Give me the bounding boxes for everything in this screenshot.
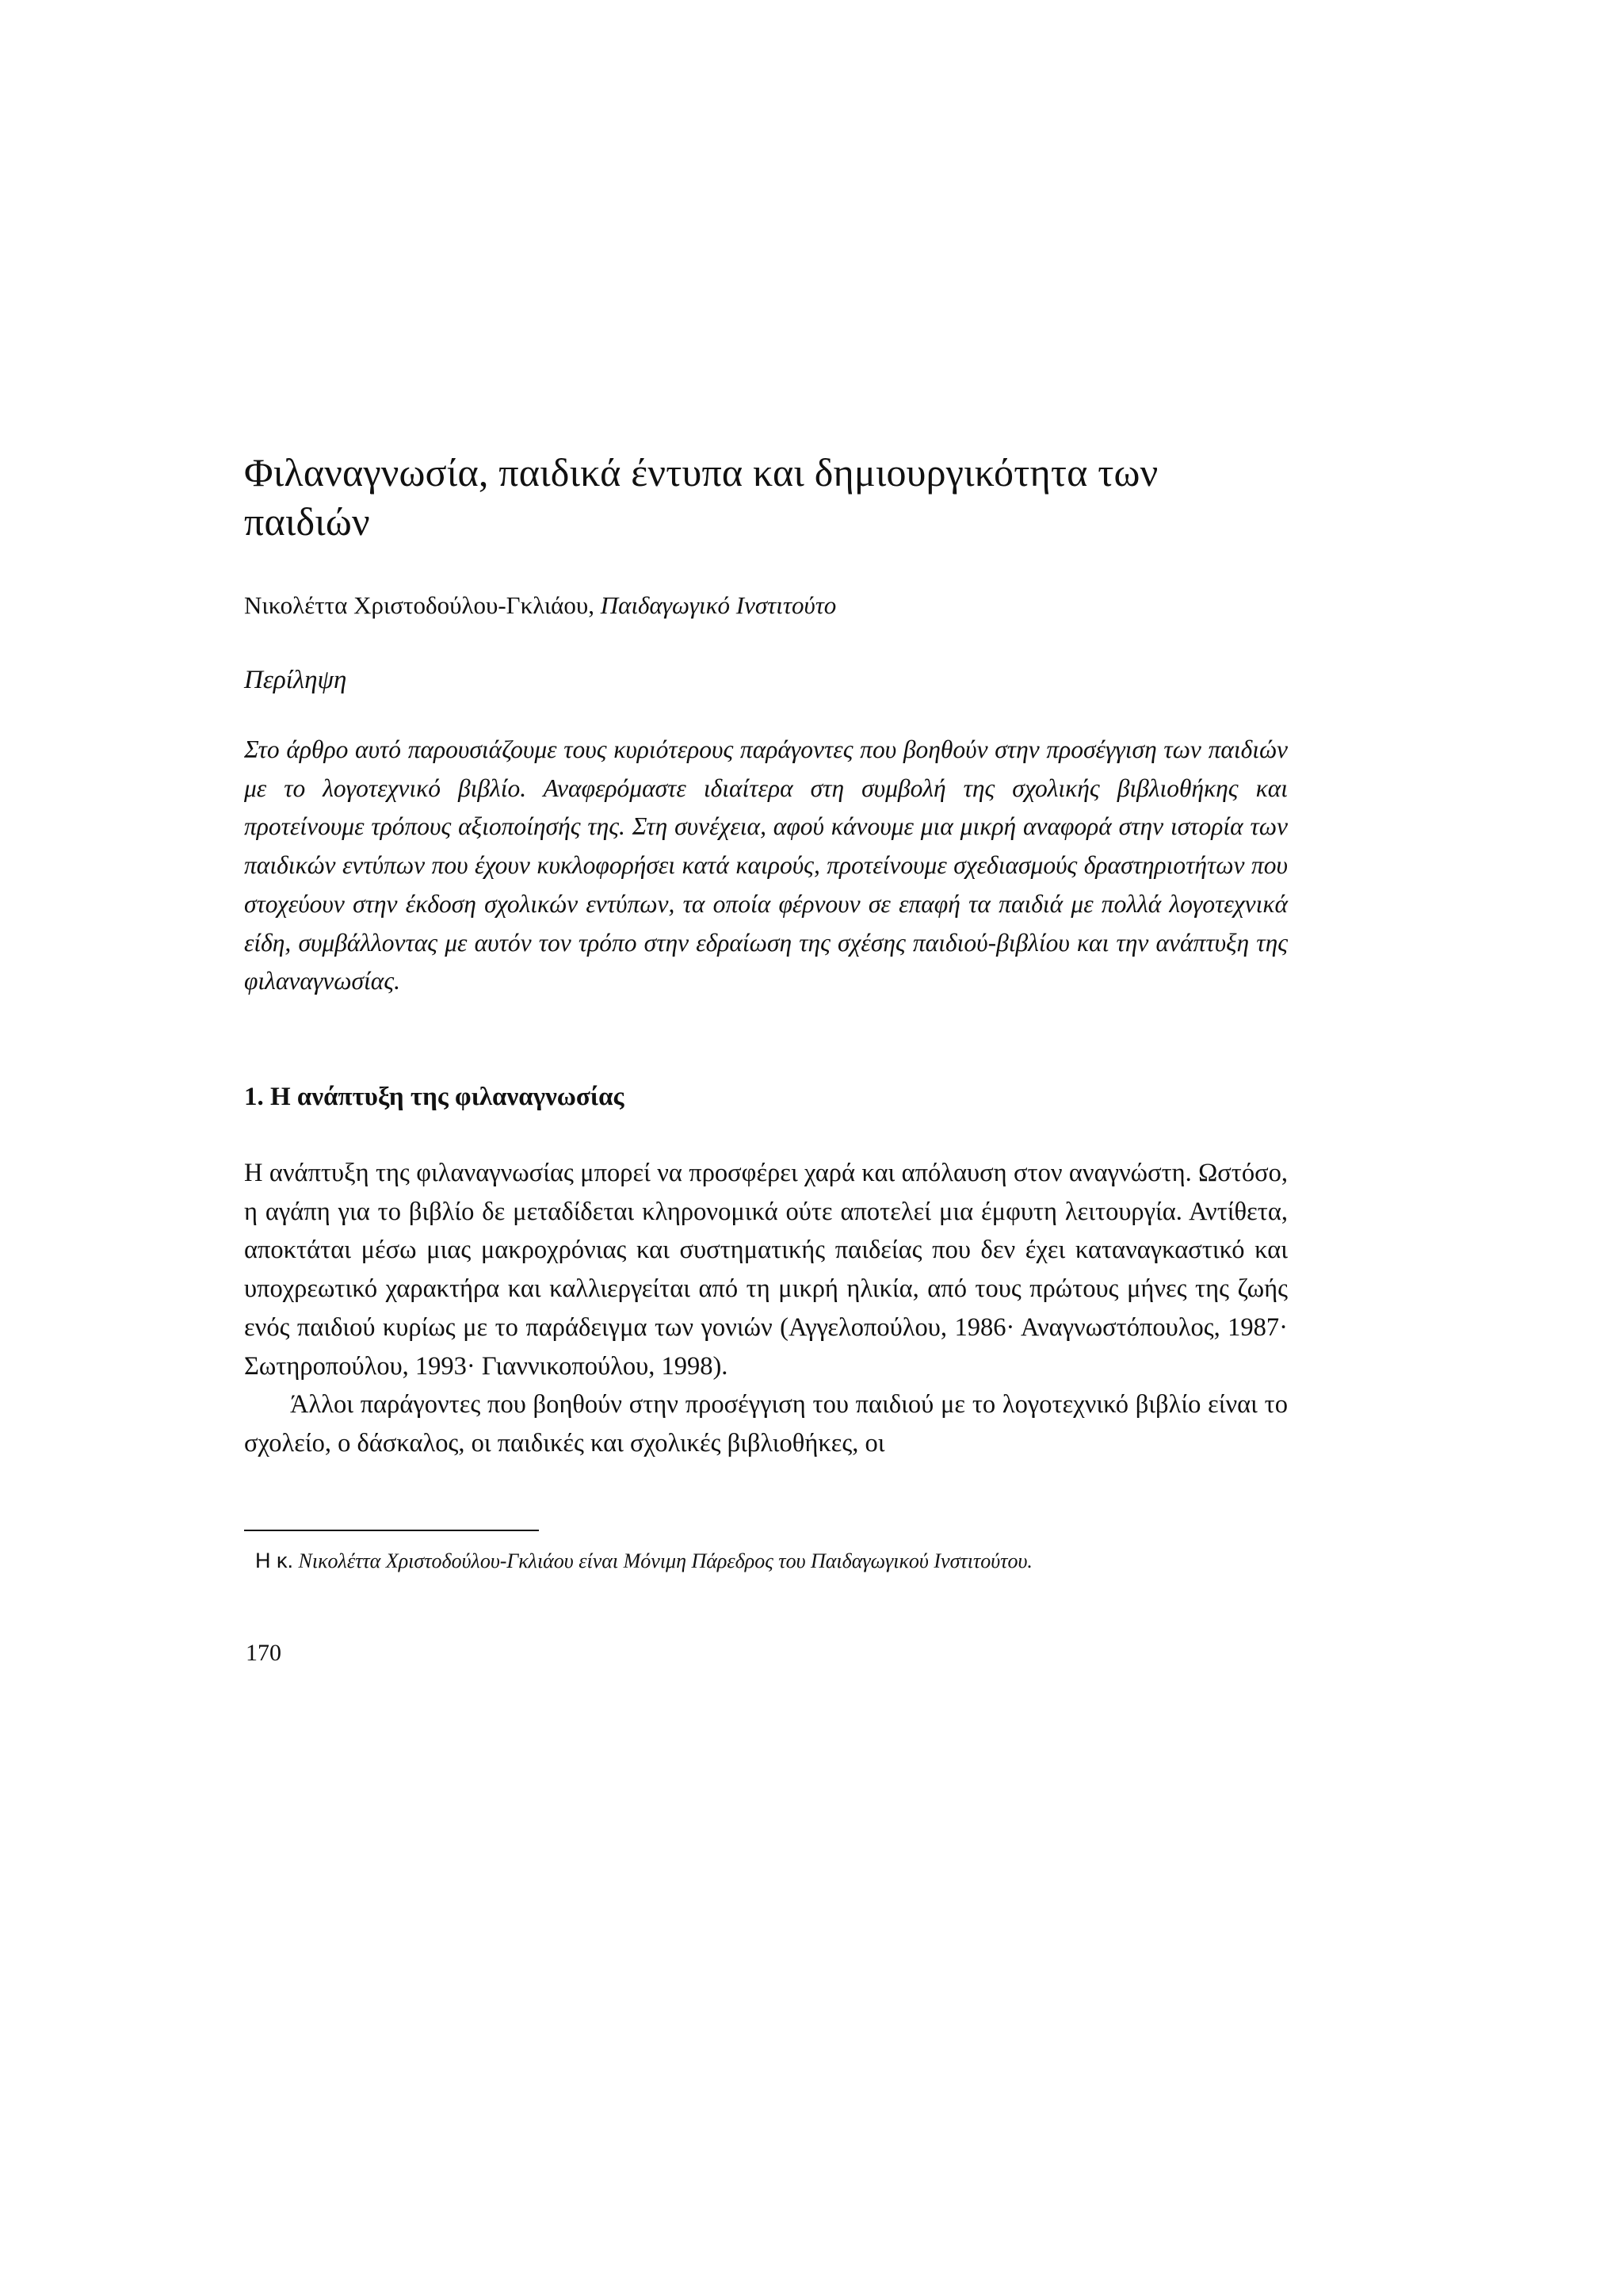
abstract-heading: Περίληψη [244,666,347,694]
author-name: Νικολέττα Χριστοδούλου-Γκλιάου, [244,591,601,619]
author-line [244,590,836,621]
page-number: 170 [246,1640,281,1666]
section-body [244,1154,1288,1463]
footnote-divider [244,1530,539,1531]
abstract-text: Στο άρθρο αυτό παρουσιάζουμε τους κυριότερους παράγοντες που βοηθούν στην προσέγγιση των παιδιών με το λογοτεχνικό βιβλίο. Αναφερόμαστε ιδιαίτερα στη συμβολή της σχολικής βιβλιοθήκης και προτείνουμε τρόπους αξιοποίησής της. Στη συνέχεια, αφού κάνουμε μια μικρή αναφορά στην ιστορία των παιδικών εντύπων που έχουν κυκλοφορήσει κατά καιρούς, προτείνουμε σχεδιασμούς δραστηριοτήτων που στοχεύουν στην έκδοση σχολικών εντύπων, τα οποία φέρνουν σε επαφή τα παιδιά με πολλά λογοτεχνικά είδη, συμβάλλοντας με αυτόν τον τρόπο στην εδραίωση της σχέσης παιδιού-βιβλίου και την ανάπτυξη της φιλαναγνωσίας. [244,735,1288,995]
section-heading: 1. Η ανάπτυξη της φιλαναγνωσίας [244,1083,624,1111]
article-title: Φιλαναγνωσία, παιδικά έντυπα και δημιουργικότητα των παιδιών [244,450,1159,544]
footnote-marker: Η κ. [255,1549,294,1572]
footnote-text: Νικολέττα Χριστοδούλου-Γκλιάου είναι Μόνιμη Πάρεδρος του Παιδαγωγικού Ινστιτούτου. [293,1549,1033,1572]
author-affiliation: Παιδαγωγικό Ινστιτούτο [600,591,837,619]
body-paragraph: Η ανάπτυξη της φιλαναγνωσίας μπορεί να προσφέρει χαρά και απόλαυση στον αναγνώστη. Ωστόσο, η αγάπη για το βιβλίο δε μεταδίδεται κληρονομικά ούτε αποτελεί μια έμφυτη λειτουργία. Αντίθετα, αποκτάται μέσω μιας μακροχρόνιας και συστηματικής παιδείας που δεν έχει καταναγκαστικό και υποχρεωτικό χαρακτήρα και καλλιεργείται από τη μικρή ηλικία, από τους πρώτους μήνες της ζωής ενός παιδιού κυρίως με το παράδειγμα των γονιών (Αγγελοπούλου, 1986· Αναγνωστόπουλος, 1987· Σωτηροπούλου, 1993· Γιαννικοπούλου, 1998). [244,1159,1288,1381]
footnote [255,1547,1033,1575]
body-paragraph: Άλλοι παράγοντες που βοηθούν στην προσέγγιση του παιδιού με το λογοτεχνικό βιβλίο είναι το σχολείο, ο δάσκαλος, οι παιδικές και σχολικές βιβλιοθήκες, οι [244,1390,1288,1457]
